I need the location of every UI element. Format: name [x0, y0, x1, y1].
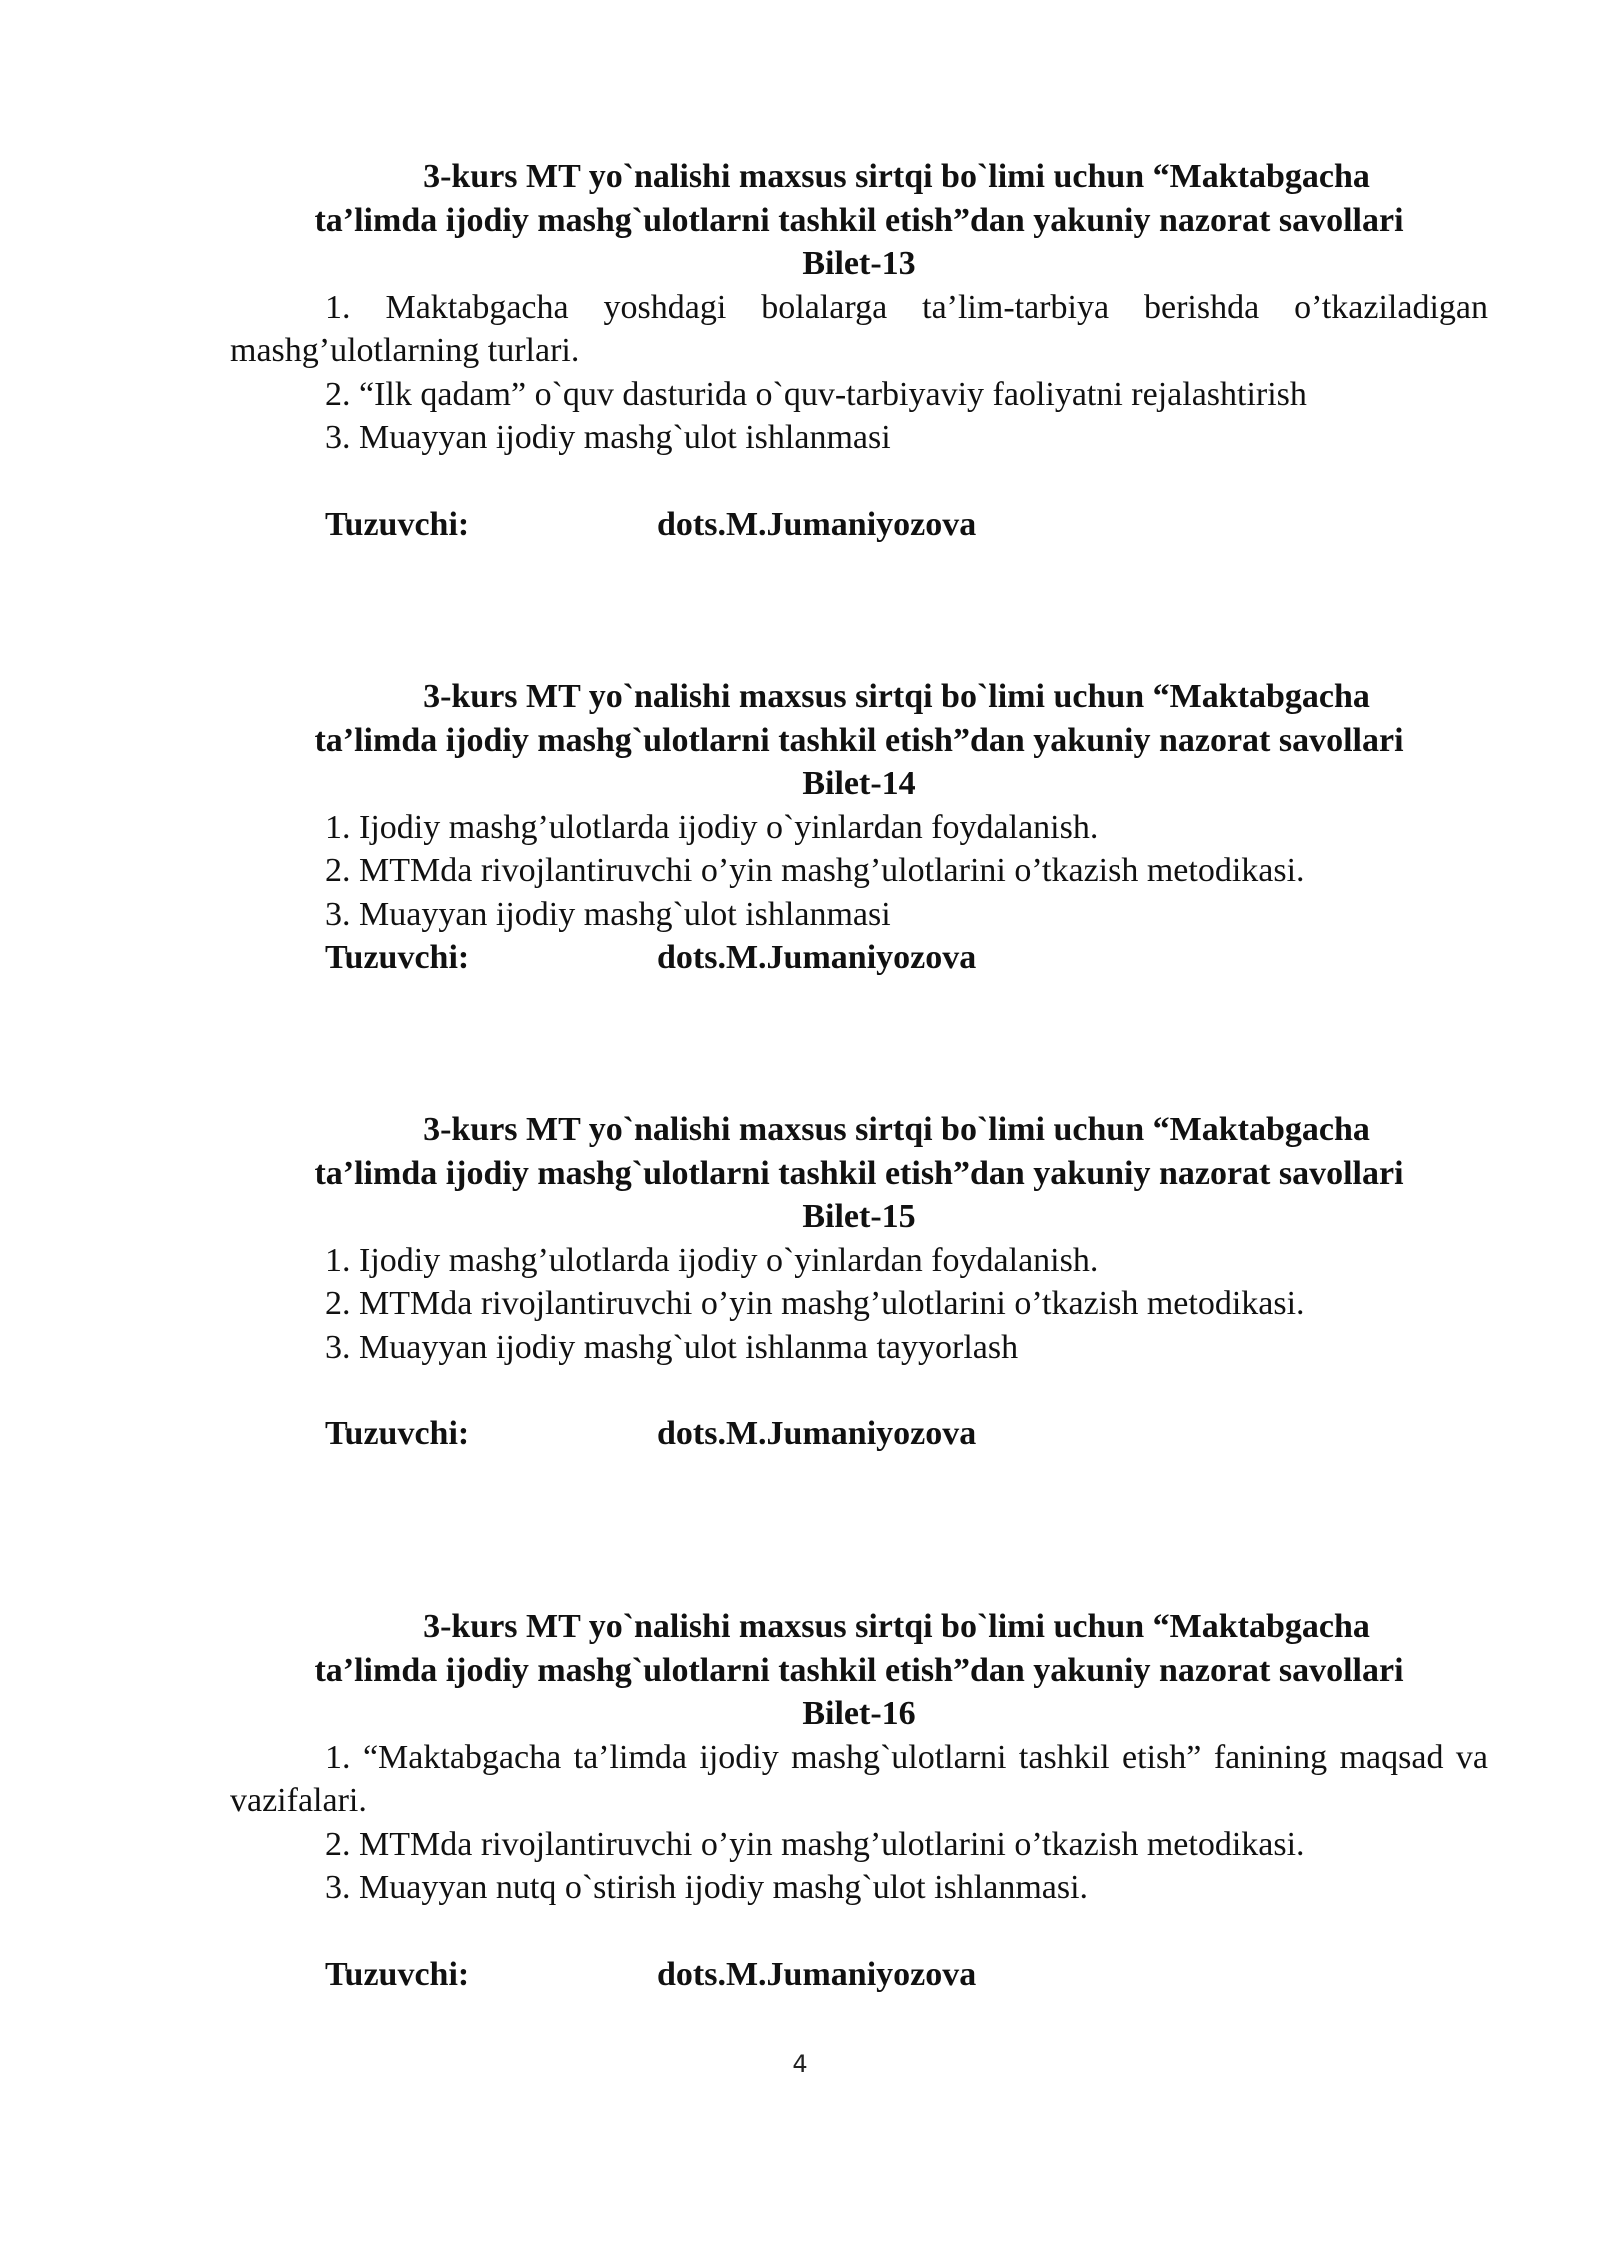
ticket-heading	[230, 675, 1488, 806]
question-1: 1. Ijodiy mashg’ulotlarda ijodiy o`yinlardan foydalanish.	[325, 1241, 1099, 1279]
signature-name: dots.M.Jumaniyozova	[657, 1415, 977, 1452]
signature-line	[230, 1412, 1488, 1456]
bilet-number: Bilet-14	[802, 765, 916, 802]
heading-line-2: ta’limda ijodiy mashg`ulotlarni tashkil etish”dan yakuniy nazorat savollari	[314, 1154, 1404, 1192]
heading-line-2: ta’limda ijodiy mashg`ulotlarni tashkil etish”dan yakuniy nazorat savollari	[314, 1651, 1404, 1689]
question-2: 2. MTMda rivojlantiruvchi o’yin mashg’ulotlarini o’tkazish metodikasi.	[325, 852, 1305, 889]
page-number: 4	[792, 2050, 808, 2078]
ticket-bilet-14	[230, 675, 1488, 980]
ticket-bilet-13	[230, 155, 1488, 546]
ticket-bilet-15	[230, 1108, 1488, 1456]
signature-role: Tuzuvchi:	[325, 939, 470, 976]
signature-role: Tuzuvchi:	[325, 1955, 470, 1993]
signature-name: dots.M.Jumaniyozova	[657, 1955, 977, 1993]
ticket-bilet-16	[230, 1605, 1488, 1996]
heading-line-1: 3-kurs MT yo`nalishi maxsus sirtqi bo`limi uchun “Maktabgacha	[423, 1111, 1370, 1148]
heading-line-2: ta’limda ijodiy mashg`ulotlarni tashkil etish”dan yakuniy nazorat savollari	[314, 201, 1404, 239]
signature-name: dots.M.Jumaniyozova	[657, 939, 977, 976]
question-1: 1. Ijodiy mashg’ulotlarda ijodiy o`yinlardan foydalanish.	[325, 808, 1099, 846]
bilet-number: Bilet-16	[802, 1695, 916, 1732]
question-3: 3. Muayyan ijodiy mashg`ulot ishlanma tayyorlash	[325, 1328, 1019, 1366]
question-2: 2. “Ilk qadam” o`quv dasturida o`quv-tarbiyaviy faoliyatni rejalashtirish	[325, 375, 1307, 413]
signature-role: Tuzuvchi:	[325, 505, 470, 543]
ticket-heading	[230, 155, 1488, 286]
question-3: 3. Muayyan nutq o`stirish ijodiy mashg`ulot ishlanmasi.	[325, 1869, 1089, 1906]
heading-line-1: 3-kurs MT yo`nalishi maxsus sirtqi bo`limi uchun “Maktabgacha	[423, 158, 1370, 195]
heading-line-1: 3-kurs MT yo`nalishi maxsus sirtqi bo`limi uchun “Maktabgacha	[423, 1608, 1370, 1645]
signature-name: dots.M.Jumaniyozova	[657, 505, 977, 543]
question-1: 1. Maktabgacha yoshdagi bolalarga ta’lim-tarbiya berishda o’tkaziladigan mashg’ulotlarning turlari.	[230, 288, 1488, 369]
heading-line-1: 3-kurs MT yo`nalishi maxsus sirtqi bo`limi uchun “Maktabgacha	[423, 678, 1370, 715]
question-3: 3. Muayyan ijodiy mashg`ulot ishlanmasi	[325, 419, 891, 456]
bilet-number: Bilet-15	[802, 1198, 916, 1235]
question-3: 3. Muayyan ijodiy mashg`ulot ishlanmasi	[325, 895, 891, 933]
bilet-number: Bilet-13	[802, 245, 916, 282]
signature-line	[230, 1953, 1488, 1997]
signature-line	[230, 503, 1488, 547]
ticket-heading	[230, 1108, 1488, 1239]
heading-line-2: ta’limda ijodiy mashg`ulotlarni tashkil etish”dan yakuniy nazorat savollari	[314, 721, 1404, 759]
ticket-heading	[230, 1605, 1488, 1736]
question-1: 1. “Maktabgacha ta’limda ijodiy mashg`ulotlarni tashkil etish” fanining maqsad va vazifalari.	[230, 1738, 1488, 1819]
signature-line	[230, 936, 1488, 980]
question-2: 2. MTMda rivojlantiruvchi o’yin mashg’ulotlarini o’tkazish metodikasi.	[325, 1825, 1305, 1863]
question-2: 2. MTMda rivojlantiruvchi o’yin mashg’ulotlarini o’tkazish metodikasi.	[325, 1285, 1305, 1322]
signature-role: Tuzuvchi:	[325, 1415, 470, 1452]
